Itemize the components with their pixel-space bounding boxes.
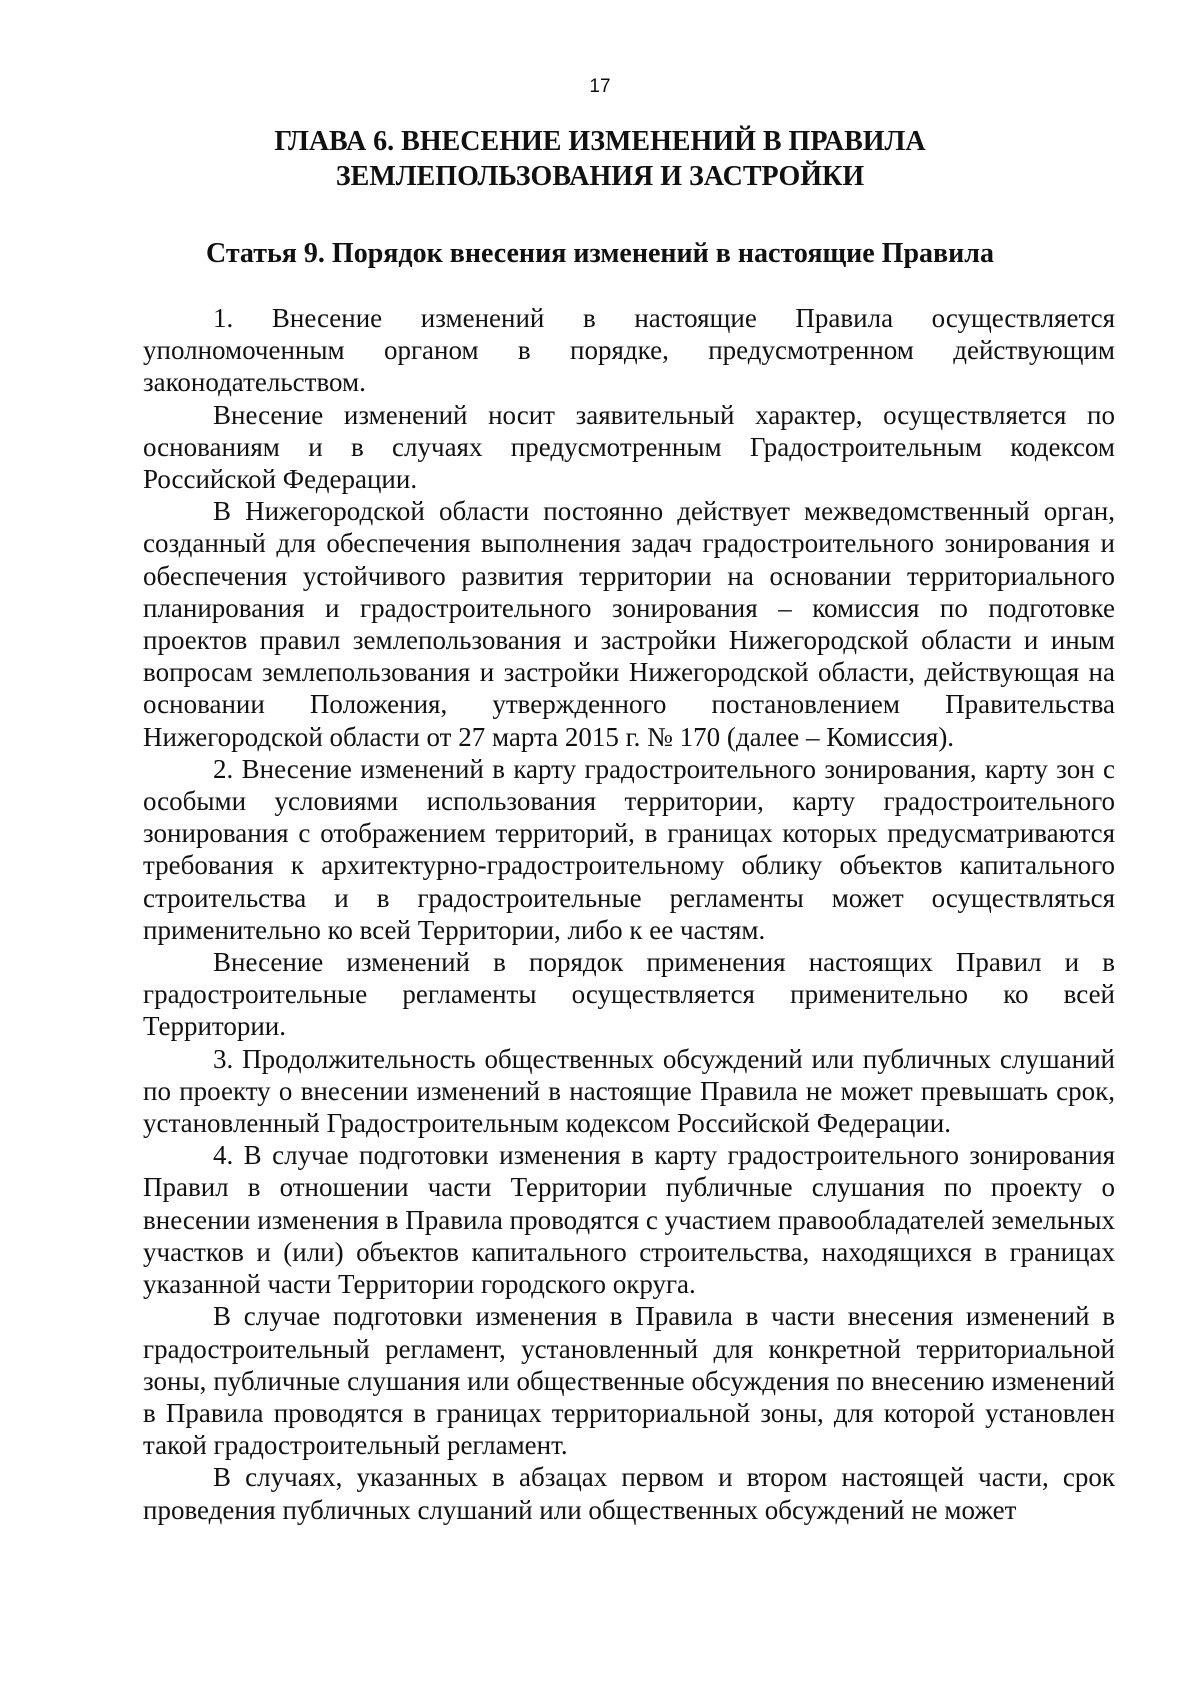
paragraph: 2. Внесение изменений в карту градостроительного зонирования, карту зон с особыми условиями использования территории, карту градостроительного зонирования с отображением территорий, в границах которых предусматриваются требования к архитектурно-градостроительному облику объектов капитального строительства и в градостроительные регламенты может осуществляться применительно ко всей Территории, либо к ее частям. (143, 753, 1115, 945)
paragraph: Внесение изменений носит заявительный характер, осуществляется по основаниям и в случаях предусмотренным Градостроительным кодексом Российской Федерации. (143, 399, 1115, 495)
page-number: 17 (589, 76, 611, 97)
paragraph: 1. Внесение изменений в настоящие Правила осуществляется уполномоченным органом в порядке, предусмотренном действующим законодательством. (143, 303, 1115, 398)
article-title: Статья 9. Порядок внесения изменений в настоящие Правила (205, 238, 994, 269)
document-body (143, 302, 1115, 1526)
paragraph: 3. Продолжительность общественных обсуждений или публичных слушаний по проекту о внесении изменений в настоящие Правила не может превышать срок, установленный Градостроительным кодексом Российской Федерации. (143, 1043, 1115, 1139)
paragraph: 4. В случае подготовки изменения в карту градостроительного зонирования Правил в отношении части Территории публичные слушания по проекту о внесении изменения в Правила проводятся с участием правообладателей земельных участков и (или) объектов капитального строительства, находящихся в границах указанной части Территории городского округа. (143, 1140, 1115, 1300)
chapter-title-line-1: ГЛАВА 6. ВНЕСЕНИЕ ИЗМЕНЕНИЙ В ПРАВИЛА (274, 126, 926, 157)
paragraph: В случаях, указанных в абзацах первом и втором настоящей части, срок проведения публичных слушаний или общественных обсуждений не может (143, 1462, 1115, 1525)
paragraph: В случае подготовки изменения в Правила в части внесения изменений в градостроительный регламент, установленный для конкретной территориальной зоны, публичные слушания или общественные обсуждения по внесению изменений в Правила проводятся в границах территориальной зоны, для которой установлен такой градостроительный регламент. (143, 1301, 1115, 1461)
chapter-title-line-2: ЗЕМЛЕПОЛЬЗОВАНИЯ И ЗАСТРОЙКИ (335, 161, 865, 192)
chapter-title (0, 124, 1200, 194)
paragraph: В Нижегородской области постоянно действует межведомственный орган, созданный для обеспечения выполнения задач градостроительного зонирования и обеспечения устойчивого развития территории на основании территориального планирования и градостроительного зонирования – комиссия по подготовке проектов правил землепользования и застройки Нижегородской области и иным вопросам землепользования и застройки Нижегородской области, действующая на основании Положения, утвержденного постановлением Правительства Нижегородской области от 27 марта 2015 г. № 170 (далее – Комиссия). (143, 496, 1115, 752)
paragraph: Внесение изменений в порядок применения настоящих Правил и в градостроительные регламенты осуществляется применительно ко всей Территории. (143, 947, 1115, 1042)
